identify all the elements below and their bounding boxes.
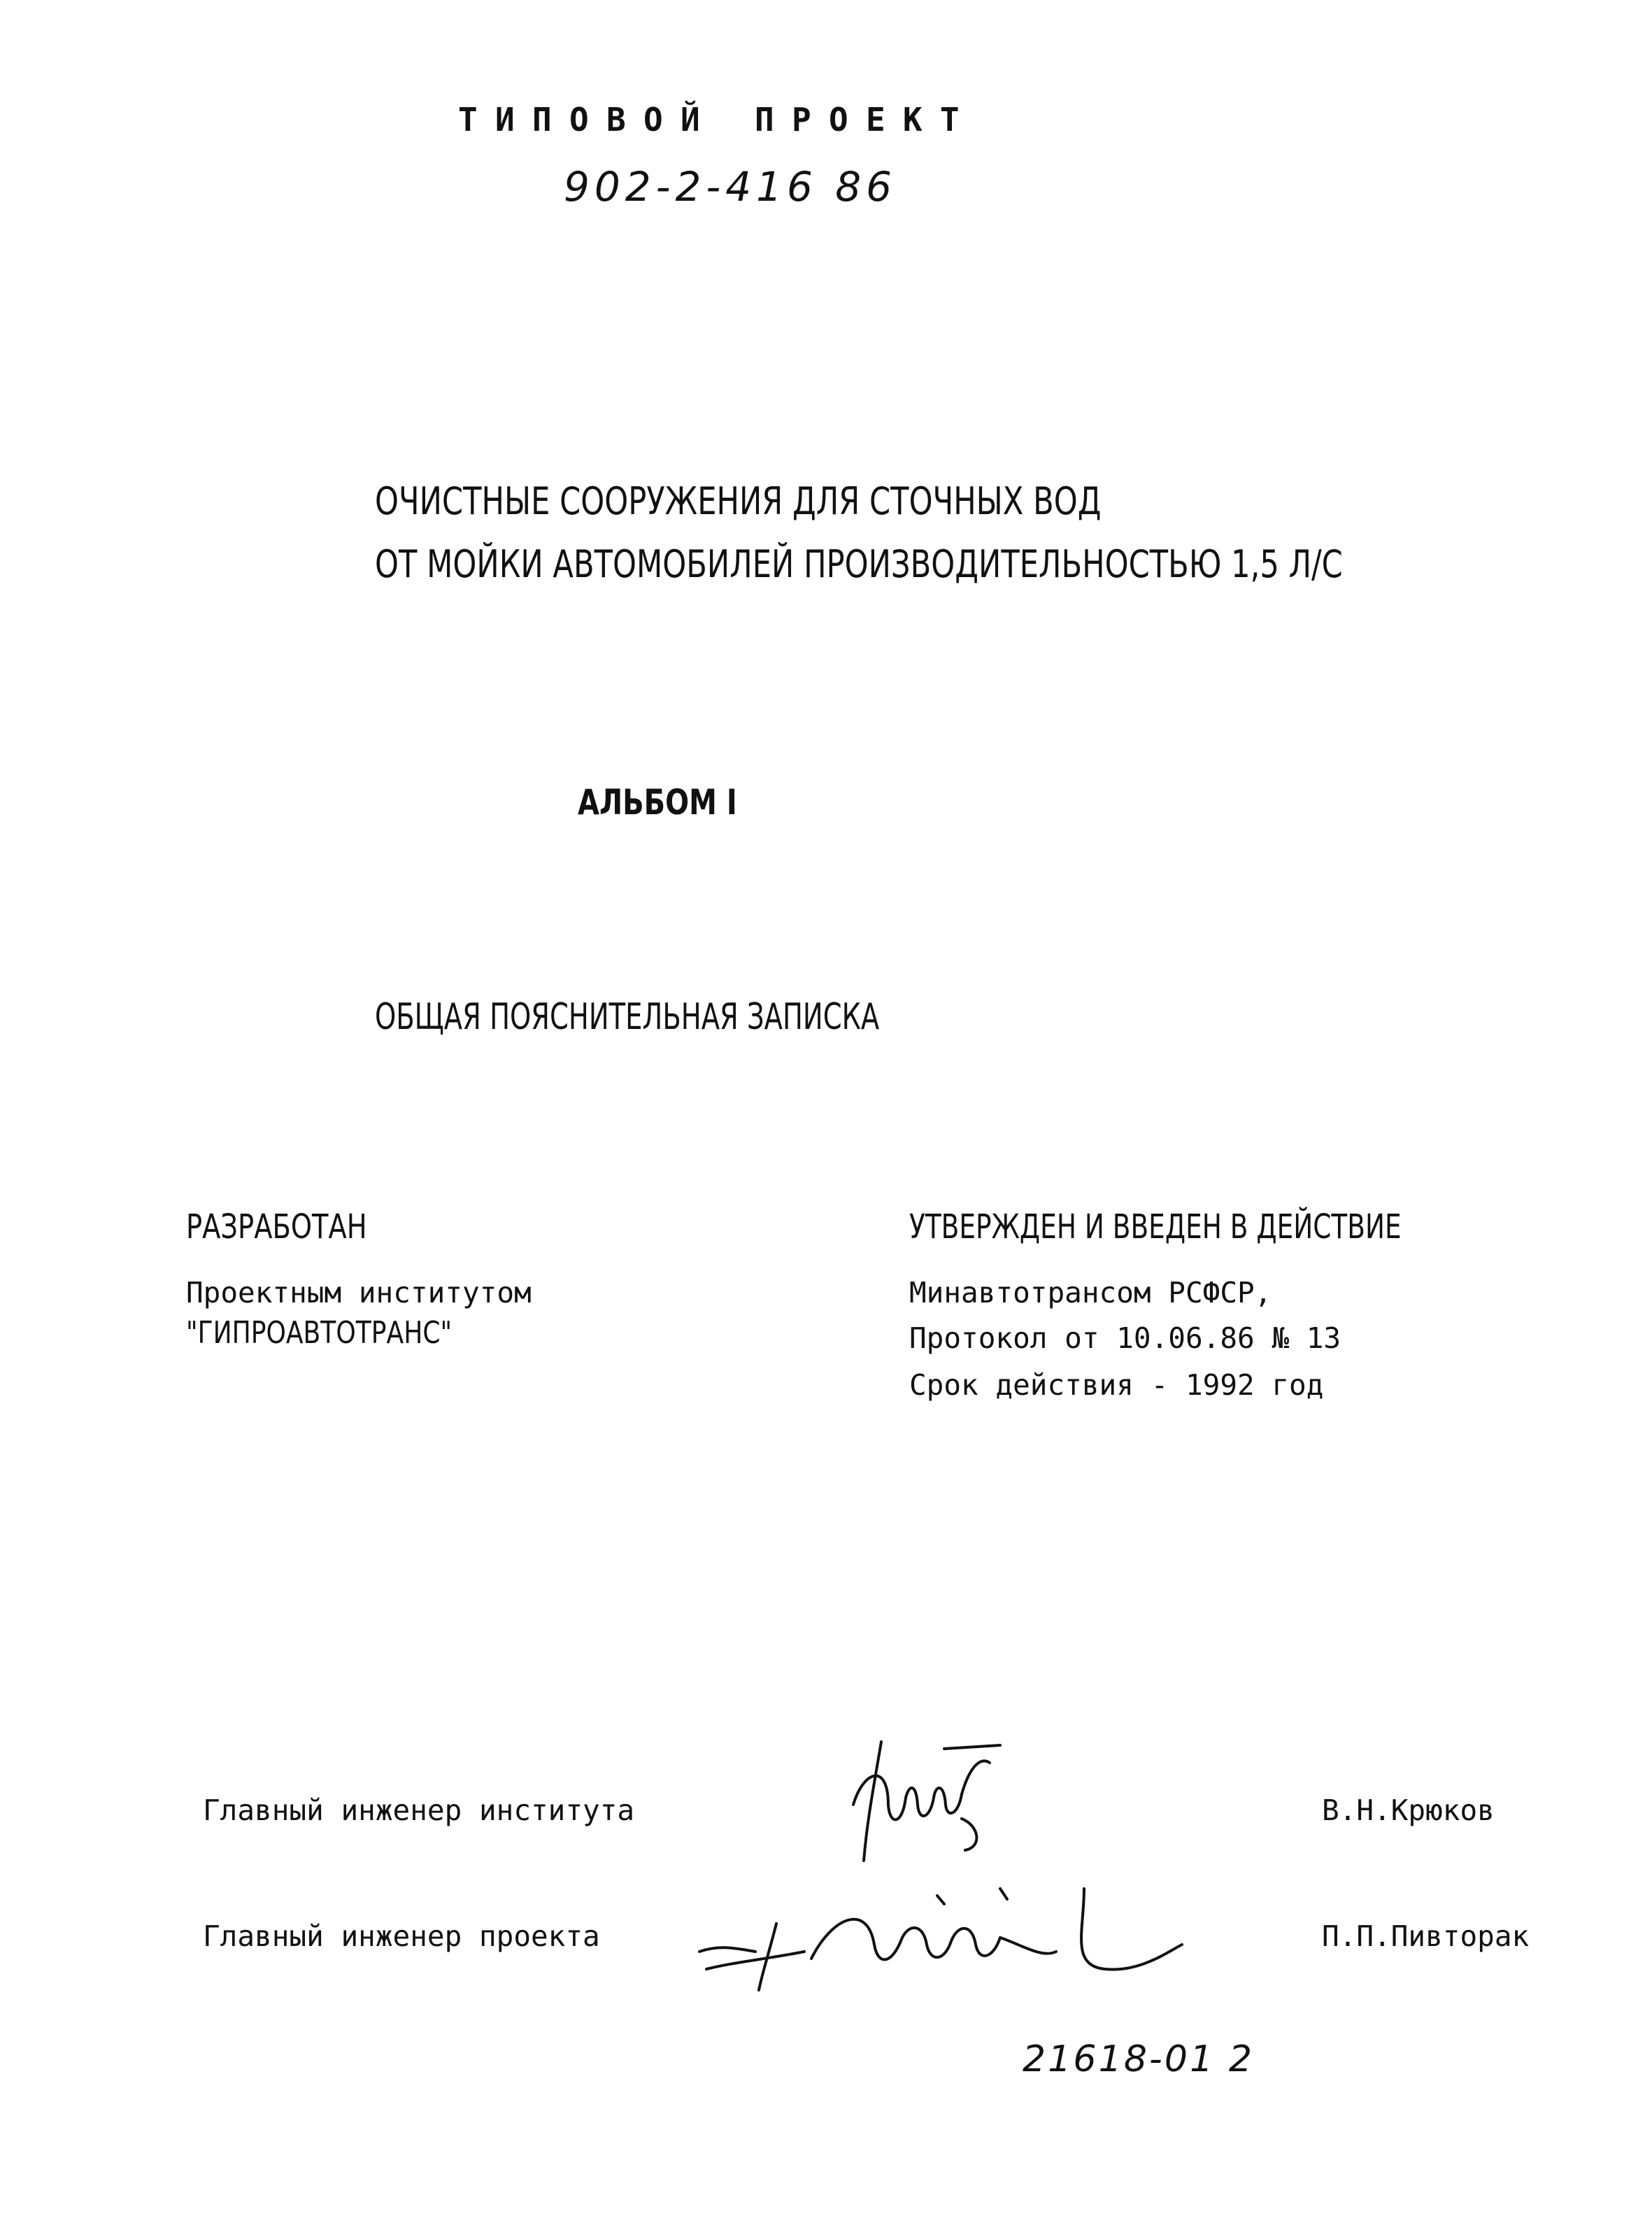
approved-validity-line: Срок действия - 1992 год bbox=[909, 1368, 1324, 1402]
chief-engineer-institute-title: Главный инженер института bbox=[203, 1794, 635, 1827]
approved-ministry-line: Минавтотрансом РСФСР, bbox=[909, 1276, 1272, 1309]
section-title: ОБЩАЯ ПОЯСНИТЕЛЬНАЯ ЗАПИСКА bbox=[375, 996, 880, 1038]
title-line-2: ОТ МОЙКИ АВТОМОБИЛЕЙ ПРОИЗВОДИТЕЛЬНОСТЬЮ 1,5 Л/С bbox=[375, 542, 1343, 586]
sheet-code: 21618-01 2 bbox=[1023, 2038, 1255, 2080]
signature-project-image bbox=[692, 1847, 1196, 2015]
title-line-1: ОЧИСТНЫЕ СООРУЖЕНИЯ ДЛЯ СТОЧНЫХ ВОД bbox=[375, 479, 1102, 523]
album-label: АЛЬБОМ I bbox=[578, 782, 737, 823]
chief-engineer-project-name: П.П.Пивторак bbox=[1322, 1919, 1530, 1953]
approved-protocol-line: Протокол от 10.06.86 № 13 bbox=[909, 1321, 1341, 1355]
document-type-heading: ТИПОВОЙ ПРОЕКТ bbox=[458, 101, 977, 139]
developed-heading: РАЗРАБОТАН bbox=[186, 1207, 367, 1247]
chief-engineer-project-title: Главный инженер проекта bbox=[203, 1919, 600, 1953]
project-number: 902-2-416 86 bbox=[564, 163, 897, 211]
developed-institute-name: "ГИПРОАВТОТРАНС" bbox=[186, 1315, 453, 1351]
chief-engineer-institute-name: В.Н.Крюков bbox=[1322, 1794, 1495, 1827]
approved-heading: УТВЕРЖДЕН И ВВЕДЕН В ДЕЙСТВИЕ bbox=[909, 1207, 1402, 1247]
developed-institute-line: Проектным институтом bbox=[186, 1276, 532, 1309]
